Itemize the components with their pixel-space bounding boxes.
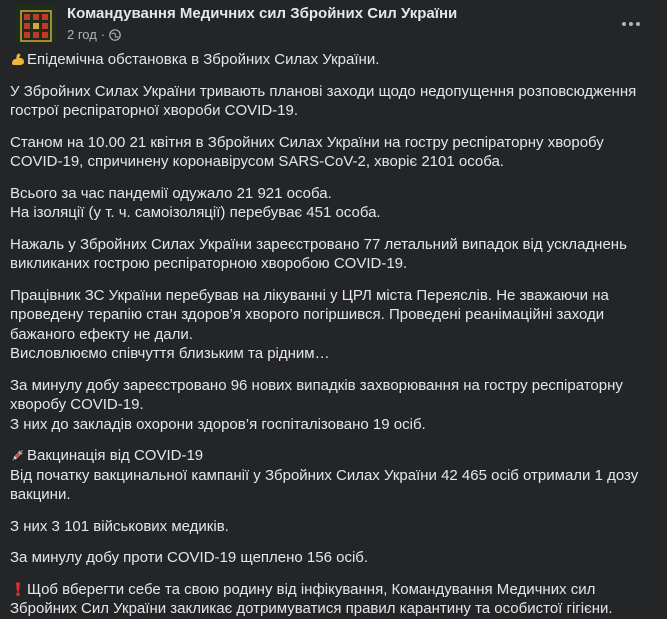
flexed-biceps-icon [10, 51, 26, 67]
page-name-link[interactable]: Командування Медичних сил Збройних Сил України [67, 5, 458, 22]
paragraph-line [10, 446, 650, 466]
paragraph-text: Щоб вберегти себе та свою родину від інфікування, Командування Медичних сил Збройних Сил України закликає дотримуватися правил карантину та особистої гігієни. [10, 580, 613, 617]
paragraph [10, 376, 650, 435]
post-body [10, 50, 650, 619]
paragraph: У Збройних Силах України тривають планові заходи щодо недопущення розповсюдження гострої респіраторної хвороби COVID-19. [10, 82, 637, 119]
post-meta [67, 27, 121, 42]
paragraph: З них 3 101 військових медиків. [10, 517, 229, 535]
paragraph [10, 580, 650, 619]
paragraph [10, 184, 650, 223]
paragraph: Станом на 10.00 21 квітня в Збройних Силах України на гостру респіраторну хворобу COVID-19, спричинену коронавірусом SARS-CoV-2, хворіє 2101 особа. [10, 133, 604, 170]
paragraph-line: На ізоляції (у т. ч. самоізоляції) перебуває 451 особа. [10, 204, 381, 221]
paragraph-line: Від початку вакцинальної кампанії у Збройних Силах України 42 465 осіб отримали 1 дозу вакцини. [10, 466, 639, 503]
meta-separator: · [100, 27, 106, 42]
syringe-icon [10, 447, 26, 463]
globe-icon [109, 29, 121, 41]
paragraph-line: Працівник ЗС України перебував на лікуванні у ЦРЛ міста Переяслів. Не зважаючи на проведену терапію стан здоров’я хворого погіршився. Проведені реанімаційні заходи бажаного ефекту не дали. [10, 286, 609, 343]
paragraph-line: Висловлюємо співчуття близьким та рідним… [10, 345, 330, 362]
paragraph-line: З них до закладів охорони здоров’я госпіталізовано 19 осіб. [10, 415, 426, 433]
post-time[interactable]: 2 год [67, 27, 97, 42]
paragraph [10, 286, 650, 364]
paragraph-text: Епідемічна обстановка в Збройних Силах України. [27, 51, 380, 68]
paragraph-text: Вакцинація від COVID-19 [27, 447, 204, 464]
red-exclamation-icon [10, 581, 26, 597]
paragraph [10, 446, 650, 505]
paragraph: За минулу добу проти COVID-19 щеплено 156 осіб. [10, 549, 369, 566]
paragraph: Нажаль у Збройних Силах України зареєстровано 77 летальний випадок від ускладнень викликаних гострою респіраторною хворобою COVID-19. [10, 235, 627, 272]
more-options-icon[interactable] [613, 6, 649, 42]
page-avatar[interactable] [16, 4, 56, 44]
post-header [10, 0, 657, 50]
paragraph-title [10, 50, 650, 70]
paragraph-line: Всього за час пандемії одужало 21 921 особа. [10, 184, 332, 202]
paragraph-line: За минулу добу зареєстровано 96 нових випадків захворювання на гостру респіраторну хворобу COVID-19. [10, 376, 623, 413]
